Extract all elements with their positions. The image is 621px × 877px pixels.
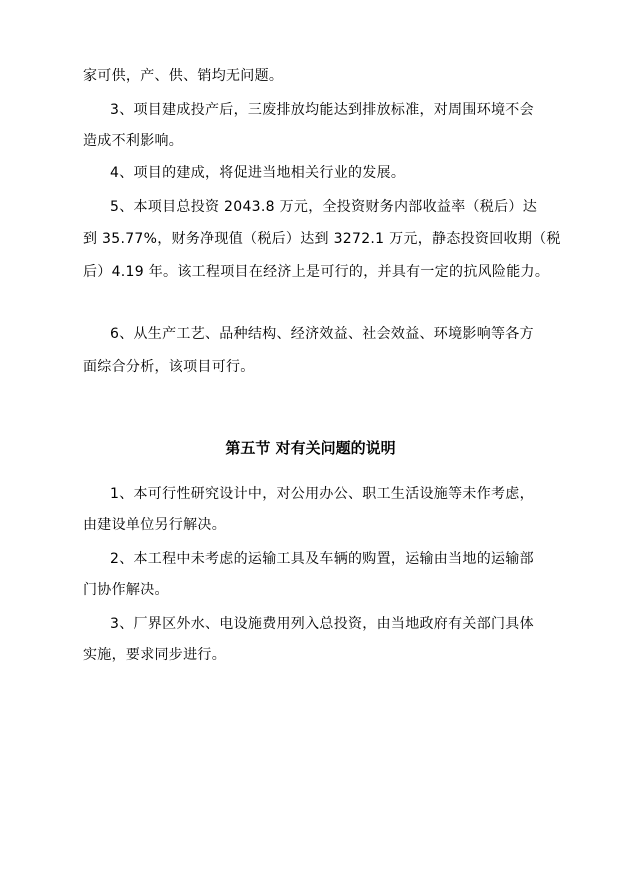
paragraph-3-line-1: 3、项目建成投产后，三废排放均能达到排放标准，对周围环境不会 (110, 102, 534, 118)
paragraph-5-line-1: 5、本项目总投资 2043.8 万元，全投资财务内部收益率（税后）达 (110, 199, 537, 215)
note-3-line-1: 3、厂界区外水、电设施费用列入总投资，由当地政府有关部门具体 (110, 616, 534, 632)
note-3-line-2: 实施，要求同步进行。 (83, 647, 226, 663)
note-1-line-2: 由建设单位另行解决。 (83, 517, 226, 533)
paragraph-4-line-1: 4、项目的建成，将促进当地相关行业的发展。 (110, 165, 406, 181)
paragraph-5-line-3: 后）4.19 年。该工程项目在经济上是可行的，并具有一定的抗风险能力。 (83, 264, 550, 280)
paragraph-6-line-1: 6、从生产工艺、品种结构、经济效益、社会效益、环境影响等各方 (110, 326, 534, 342)
section-title: 第五节 对有关问题的说明 (225, 439, 396, 457)
note-2-line-1: 2、本工程中未考虑的运输工具及车辆的购置，运输由当地的运输部 (110, 551, 534, 567)
paragraph-3-line-2: 造成不利影响。 (83, 133, 184, 149)
paragraph-5-line-2: 到 35.77%，财务净现值（税后）达到 3272.1 万元，静态投资回收期（税 (83, 231, 561, 247)
paragraph-2-tail: 家可供，产、供、销均无问题。 (83, 68, 284, 84)
paragraph-6-line-2: 面综合分析，该项目可行。 (83, 359, 255, 375)
note-1-line-1: 1、本可行性研究设计中，对公用办公、职工生活设施等未作考虑， (110, 486, 534, 502)
note-2-line-2: 门协作解决。 (83, 582, 169, 598)
